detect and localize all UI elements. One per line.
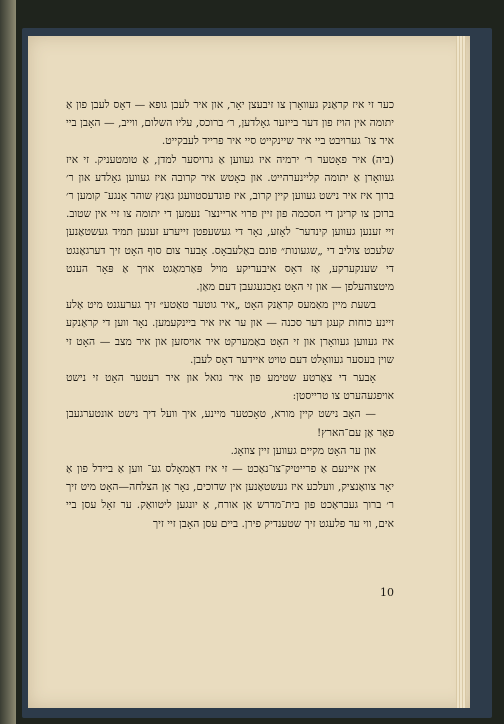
page-fore-edge [456,36,466,708]
text-line: לאָזע, נאָר די געשעפטן זייערע זענען תמיד געשטאַנען שלעכט [66,226,394,257]
page-number: 10 [380,586,394,599]
paragraph [66,296,394,369]
paragraph [66,460,394,533]
text-line: נעמען די יתומה צו זיי אין שטוב. זיי זענען געווען קינדער־ [66,208,394,239]
paragraph [66,151,394,297]
text-line: זיך גערעגנט מיט אַלע זיינע כוחות קעגן דער סכנה — און [66,299,394,330]
text-line: אָבער די צאַרטע שטימע פון איר גואל און איר רעטער [130,372,376,385]
text-line: בשעת מיין מאַמעס קראַנק האָט „איר גוטער טאַטע״ [159,299,376,312]
text-line: דערגאַנגט די שענקערקע, אַז דאָס איבעריקע מויל פּאַרמאַגט [66,244,394,275]
text-line: ער איז איר ביינקעמען. נאָר ווען די קראַנקע איז געווען [66,317,395,348]
text-line: שדוכים, נאָר אָן הצלחה—האָט מיט זיך ר׳ ברוך געבראַכט פון [66,481,394,512]
text-line: כאָטש איר קרובה איז געווען גאָלדע און ר׳ ברוך איז איר [66,171,394,203]
text-line: צוליב די „שגעונות״ פונם באַלעבאָס. אָבער צום סוף האָט זיך [109,244,360,257]
text-line: און ער האָט מקיים געווען זיין צוזאָג. [230,444,376,457]
body-text [66,96,394,533]
paragraph [66,369,394,405]
paragraph [66,442,394,460]
text-line: ווי ער פלעגט זיך שטענדיק פירן. ביים עסן האָבן זיי זיך [152,517,372,530]
facing-page-edge [0,0,16,724]
text-line: ווען אַ ביידל פון אַ יאָר צוואַנציק, וועלכע איז געשטאַנען אין [66,463,394,494]
text-line: בית־מדרש אַן אורח, אַ יונגען ליטוואַק. ער זאָל עסן ביי אים, [66,499,394,530]
paragraph [66,405,394,441]
text-line: גערויבט ביי איר שיינקייט סיי איר פרייד לעבקייט. [161,135,361,148]
text-line: כער זי איז קראַנק געוואָרן צו זיבעצן יאָר, און איר לעבן [170,99,394,111]
text-line: מאַן. [196,281,215,294]
text-line: אויך אַ פּאָר הענט מיטצוהעלפן — און זי האָט נאָכגעגעבן דעם [66,262,394,294]
text-line: האָט זי נישט אויפגעהערט צו טרייסטן: [66,372,394,403]
text-line: האָט זי שוין בעסער געוואָלט דעם טויט איידער דאָס לעבן. [66,335,394,366]
text-line: (ביה) איר פאָטער ר׳ ירמיה איז געווען אַ גרויסער [181,153,394,166]
text-line: — האָב נישט קיין מורא, טאָכטער מיינע, איך וועל דיך [143,408,376,421]
text-line: נישט געווען קיין קרוב, איז פונדעסטוועגן גאַנץ שוהר אָנגע־ [103,190,340,203]
text-line: אין איינעם אַ פרייטיק־צו־נאַכט — זי איז דאַמאָלס גע־ [147,463,376,476]
paragraph [66,96,394,151]
text-line: געוואָרן און זי האָט באַמערקט איר אויסזען און איר מצב — [99,335,350,348]
text-line: קומען ר׳ ברוכן צו קריגן די הסכמה פון זיין פרוי אריינצו־ [66,190,394,221]
text-line: גאָלדען, ר׳ ברוכס, עליו השלום, ווייב, — האָבן ביי איר צו־ [66,117,394,148]
text-line: נישט אונטערגעבן פאַר אַן עם־הארץ! [66,408,394,439]
text-line: למדן, אַ טומטעניק. זי איז געוואָרן אַ יתומה קליינערהייט. און [66,153,394,184]
text-line: גופא — דאָס לעבן פון אַ יתומה אין הויז פון דער בייזער [66,99,394,130]
